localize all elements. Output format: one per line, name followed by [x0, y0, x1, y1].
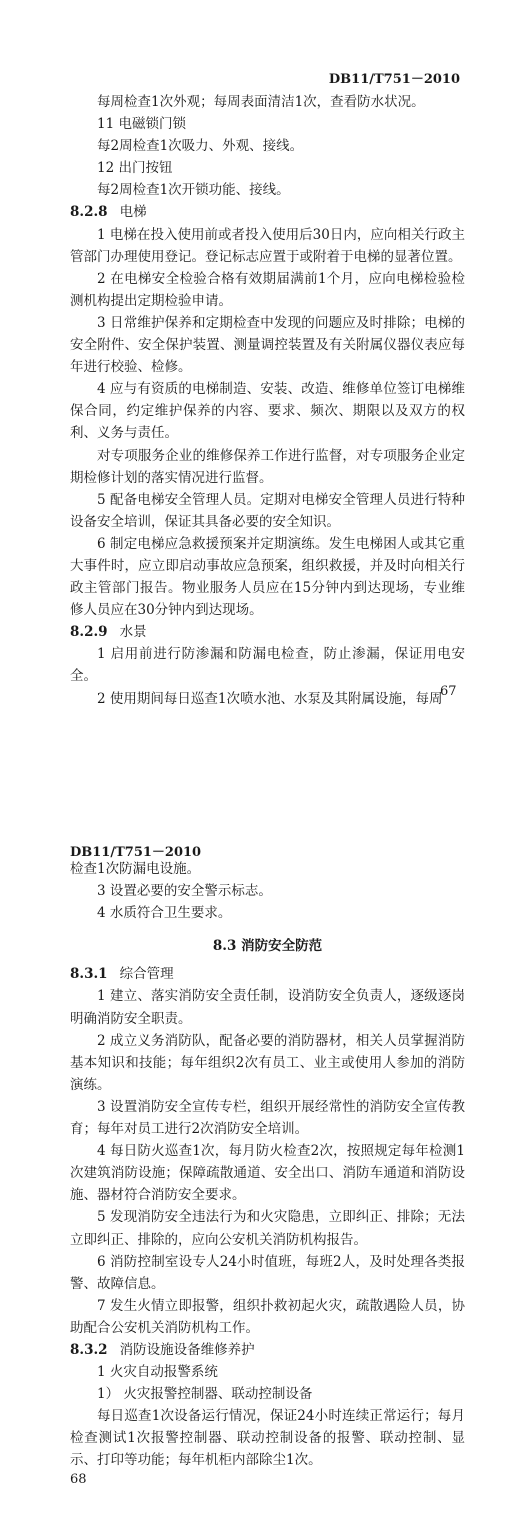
paragraph: 5 配备电梯安全管理人员。定期对电梯安全管理人员进行特种设备安全培训，保证其具备必要的安全知识。	[70, 491, 465, 530]
section-heading	[70, 201, 465, 223]
paragraph: 1） 火灾报警控制器、联动控制设备	[97, 1386, 313, 1403]
paragraph: 6 消防控制室设专人24小时值班，每班2人，及时处理各类报警、故障信息。	[70, 1253, 465, 1292]
paragraph: 2 使用期间每日巡查1次喷水池、水泵及其附属设施，每周	[97, 690, 443, 707]
text-line: 每2周检查1次吸力、外观、接线。	[97, 138, 304, 155]
paragraph: 2 成立义务消防队，配备必要的消防器材，相关人员掌握消防基本知识和技能；每年组织2次有员工、业主或使用人参加的消防演练。	[70, 1032, 465, 1093]
paragraph: 3 日常维护保养和定期检查中发现的问题应及时排除；电梯的安全附件、安全保护装置、测量调控装置及有关附属仪器仪表应每年进行校验、检修。	[70, 314, 465, 376]
section-number: 8.2.9	[70, 624, 108, 641]
page-68	[0, 760, 530, 1534]
paragraph: 对专项服务企业的维修保养工作进行监督，对专项服务企业定期检修计划的落实情况进行监督。	[70, 447, 465, 486]
page-number: 68	[70, 1472, 87, 1487]
section-number: 8.2.8	[70, 204, 108, 221]
paragraph: 4 水质符合卫生要求。	[97, 905, 232, 922]
paragraph: 1 建立、落实消防安全责任制，设消防安全负责人，逐级逐岗明确消防安全职责。	[70, 988, 465, 1027]
paragraph: 1 启用前进行防渗漏和防漏电检查，防止渗漏，保证用电安全。	[70, 646, 465, 685]
paragraph: 每日巡查1次设备运行情况，保证24小时连续正常运行；每月检查测试1次报警控制器、联动控制设备的报警、联动控制、显示、打印等功能；每年机柜内部除尘1次。	[70, 1408, 465, 1469]
section-heading	[70, 1339, 465, 1361]
section-heading	[70, 621, 465, 643]
item-heading: 12 出门按钮	[97, 160, 173, 177]
paragraph: 7 发生火情立即报警，组织扑救初起火灾，疏散遇险人员，协助配合公安机关消防机构工作。	[70, 1297, 465, 1336]
page-body	[70, 858, 465, 1472]
paragraph: 4 应与有资质的电梯制造、安装、改造、维修单位签订电梯维保合同，约定维护保养的内容、要求、频次、期限以及双方的权利、义务与责任。	[70, 381, 465, 442]
chapter-heading: 8.3 消防安全防范	[212, 938, 323, 955]
page-67	[0, 0, 530, 760]
paragraph: 3 设置消防安全宣传专栏，组织开展经常性的消防安全宣传教育；每年对员工进行2次消防安全培训。	[70, 1098, 465, 1138]
paragraph: 3 设置必要的安全警示标志。	[97, 883, 272, 900]
page-body	[70, 91, 465, 710]
paragraph: 5 发现消防安全违法行为和火灾隐患，立即纠正、排除；无法立即纠正、排除的，应向公安机关消防机构报告。	[70, 1209, 465, 1248]
section-title: 水景	[119, 624, 147, 641]
paragraph: 6 制定电梯应急救援预案并定期演练。发生电梯困人或其它重大事件时，应立即启动事故应急预案，组织救援，并及时向相关行政主管部门报告。物业服务人员应在15分钟内到达现场，专业维修人员应在30分钟内到达现场。	[70, 535, 465, 619]
page-number: 67	[440, 684, 457, 699]
section-number: 8.3.1	[70, 966, 108, 983]
section-title: 消防设施设备维修养护	[119, 1341, 255, 1358]
text-line: 每2周检查1次开锁功能、接线。	[97, 182, 290, 199]
page-header: DB11/T751－2010	[328, 72, 460, 87]
page-header: DB11/T751－2010	[70, 845, 202, 860]
paragraph: 2 在电梯安全检验合格有效期届满前1个月，应向电梯检验检测机构提出定期检验申请。	[70, 270, 465, 309]
item-heading: 11 电磁锁门锁	[97, 116, 186, 133]
paragraph: 1 电梯在投入使用前或者投入使用后30日内，应向相关行政主管部门办理使用登记。登记标志应置于或附着于电梯的显著位置。	[70, 226, 465, 265]
paragraph-continuation: 检查1次防漏电设施。	[70, 861, 201, 877]
section-number: 8.3.2	[70, 1341, 108, 1358]
section-title: 电梯	[119, 204, 147, 221]
text-line: 每周检查1次外观；每周表面清洁1次，查看防水状况。	[97, 94, 425, 110]
paragraph: 4 每日防火巡查1次，每月防火检查2次，按照规定每年检测1次建筑消防设施；保障疏散通道、安全出口、消防车通道和消防设施、器材符合消防安全要求。	[70, 1143, 465, 1204]
section-heading	[70, 963, 465, 985]
section-title: 综合管理	[119, 966, 174, 983]
paragraph: 1 火灾自动报警系统	[97, 1364, 218, 1381]
